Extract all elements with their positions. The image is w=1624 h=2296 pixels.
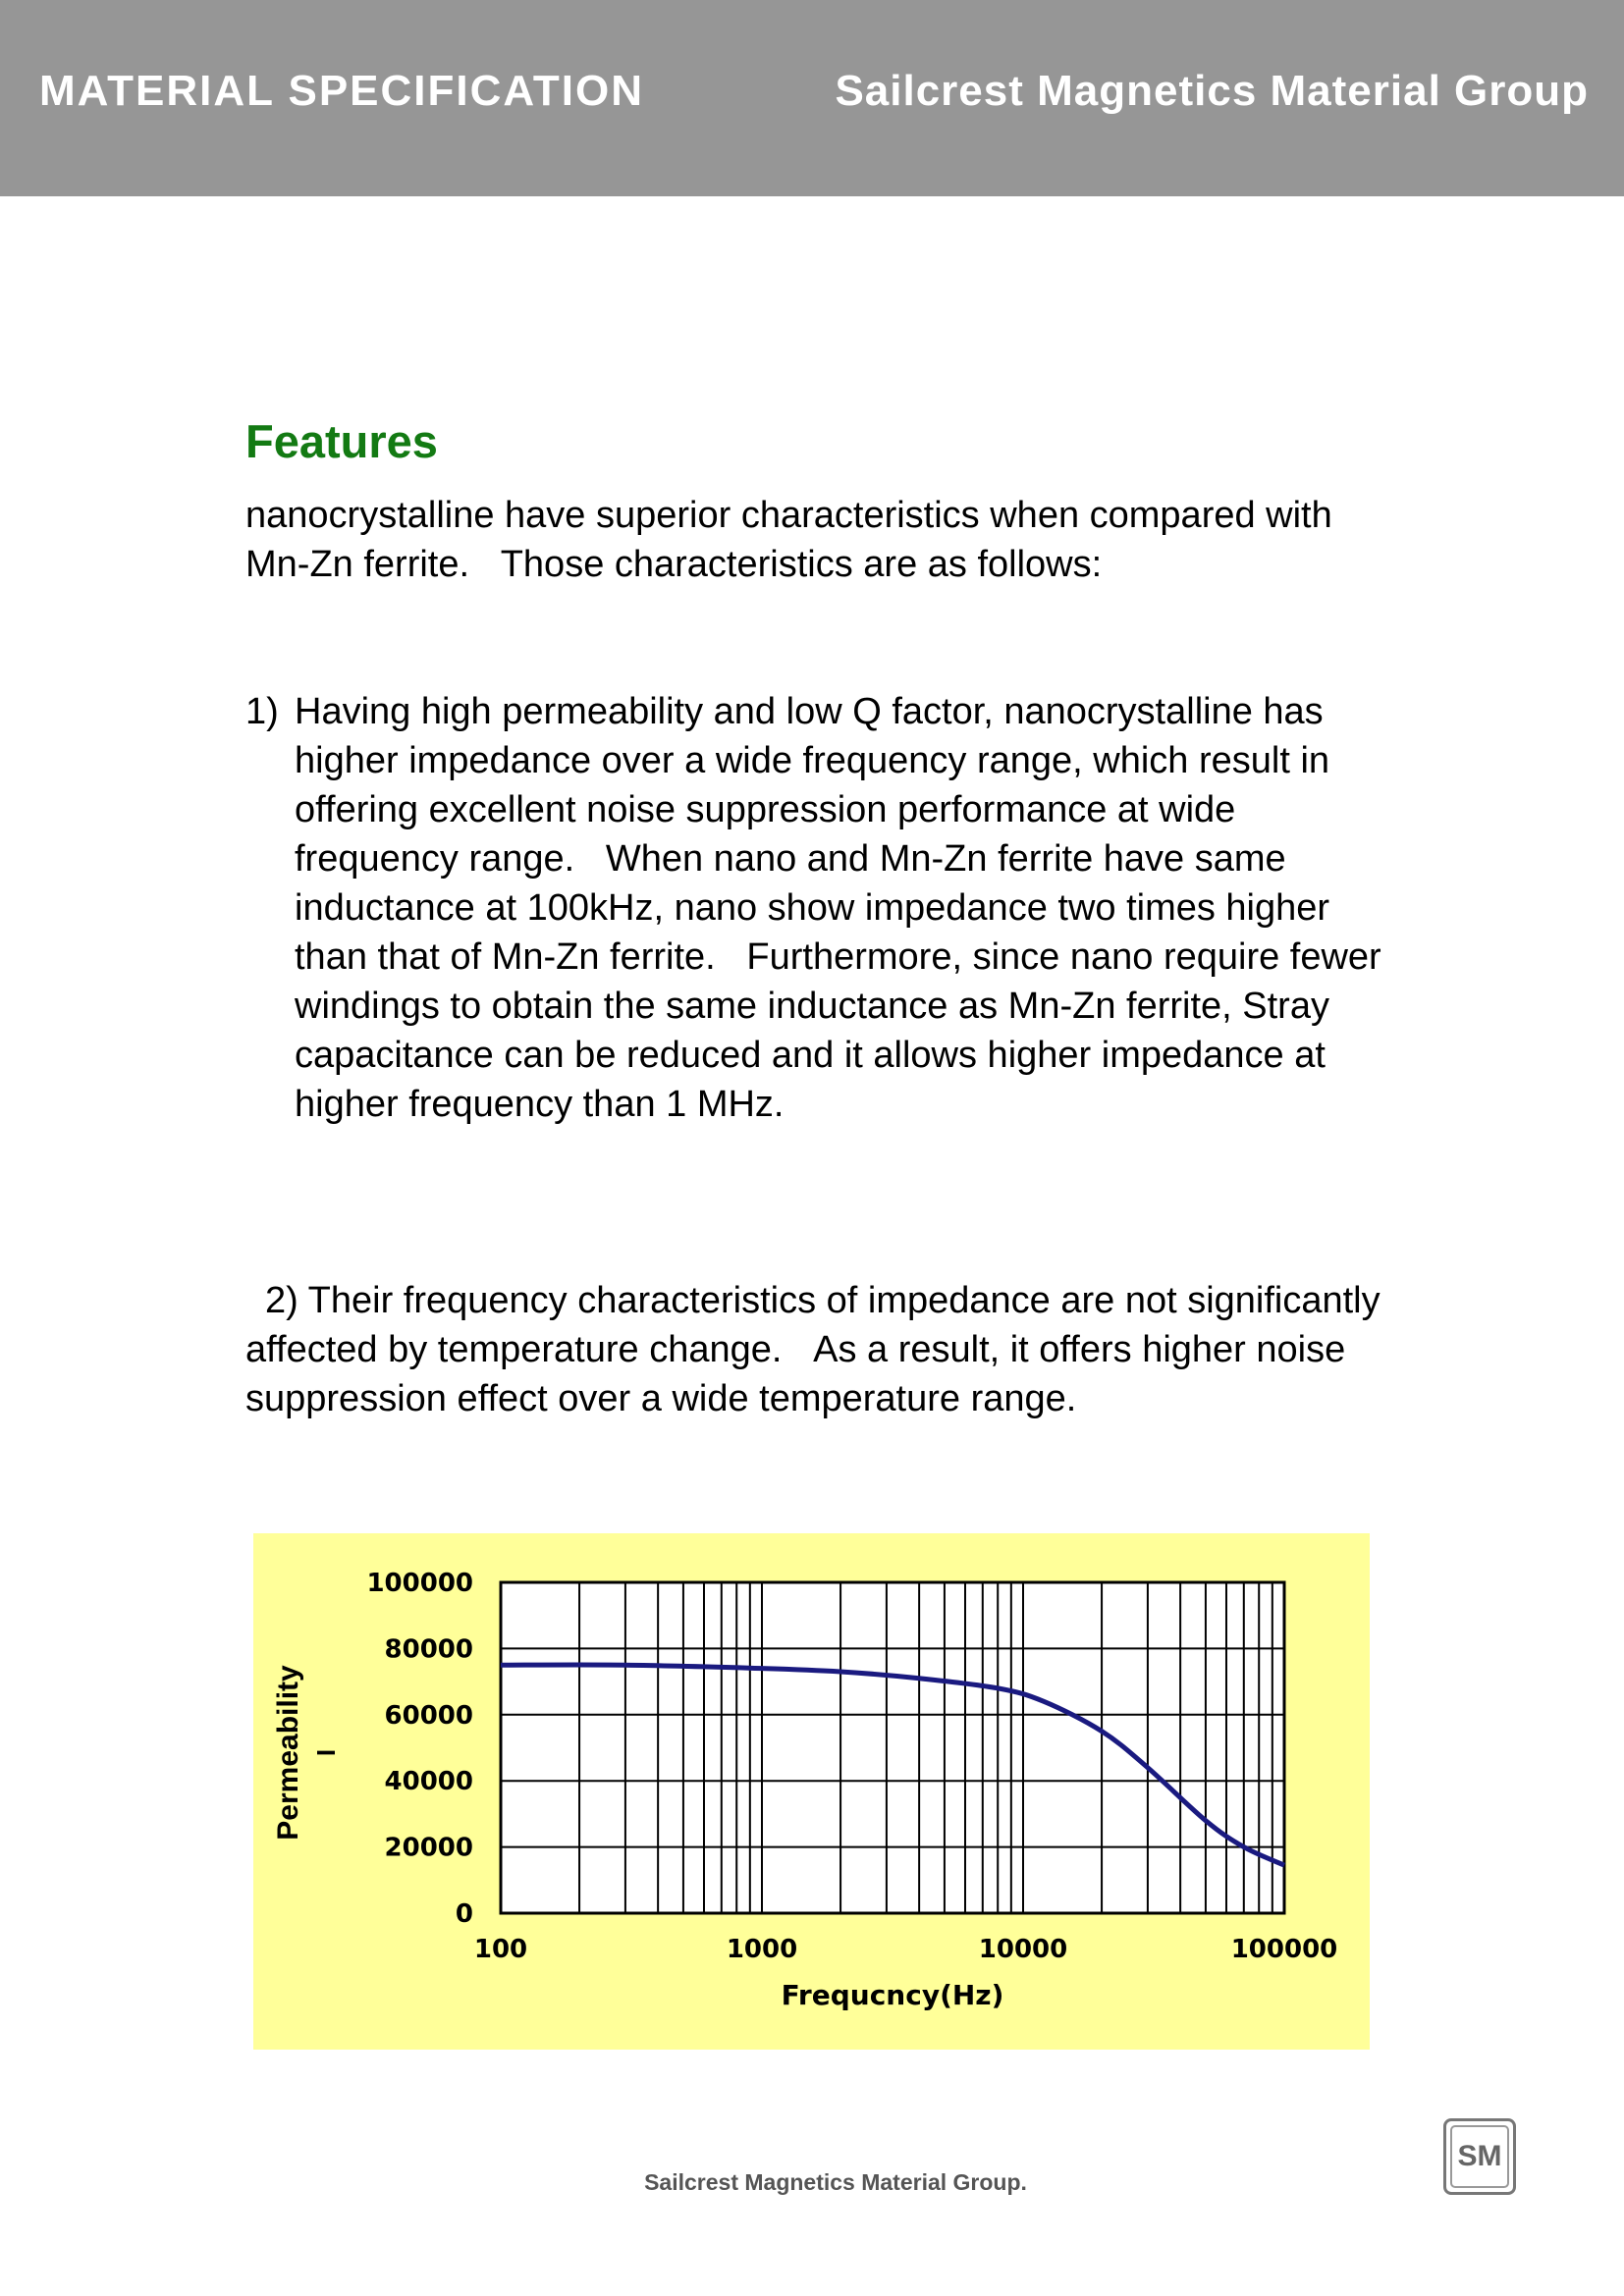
features-intro: nanocrystalline have superior characteristics when compared with Mn-Zn ferrite. Those characteristics are as follows: <box>245 495 1332 585</box>
feature-item-1-text: Having high permeability and low Q factor, nanocrystalline has higher impedance over a wide frequency range, which result in offering excellent noise suppression performance at wide frequency range. When nano and Mn-Zn ferrite have same inductance at 100kHz, nano show impedance two times higher than that of Mn-Zn ferrite. Furthermore, since nano require fewer windings to obtain the same inductance as Mn-Zn ferrite, Stray capacitance can be reduced and it allows higher impedance at higher frequency than 1 MHz. <box>295 691 1381 1125</box>
footer-text <box>0 2169 1624 2196</box>
x-axis-label: Frequcncy(Hz) <box>781 1979 1004 2011</box>
x-tick-label: 100000 <box>1230 1935 1338 1964</box>
y-tick-label: 80000 <box>384 1634 473 1665</box>
x-tick-label: 100 <box>473 1935 528 1964</box>
header-left-title: MATERIAL SPECIFICATION <box>39 67 644 115</box>
footer-text-label: Sailcrest Magnetics Material Group. <box>644 2169 1027 2195</box>
feature-item-1-number: 1) <box>245 691 279 732</box>
y-tick-label: 40000 <box>384 1767 473 1797</box>
features-title: Features <box>245 415 438 467</box>
plot-area <box>501 1582 1284 1913</box>
company-logo <box>1443 2118 1516 2195</box>
y-tick-label: 0 <box>455 1899 473 1929</box>
y-tick-label: 20000 <box>384 1833 473 1863</box>
y-tick-label: 100000 <box>366 1569 473 1598</box>
header-right-title: Sailcrest Magnetics Material Group <box>835 67 1589 115</box>
permeability-chart <box>253 1533 1370 2050</box>
x-tick-label: 1000 <box>726 1935 798 1964</box>
feature-item-2-text: 2) Their frequency characteristics of impedance are not significantly affected by temperature change. As a result, it offers higher noise suppression effect over a wide temperature range. <box>245 1280 1380 1419</box>
logo-mark: SM <box>1450 2125 1509 2188</box>
y-axis-label: Permeability <box>272 1665 304 1841</box>
page-header <box>0 0 1624 196</box>
x-tick-label: 10000 <box>978 1935 1068 1964</box>
y-tick-label: 60000 <box>384 1700 473 1731</box>
permeability-chart-svg <box>253 1533 1370 2050</box>
y-axis-label-mark: I <box>311 1748 341 1757</box>
